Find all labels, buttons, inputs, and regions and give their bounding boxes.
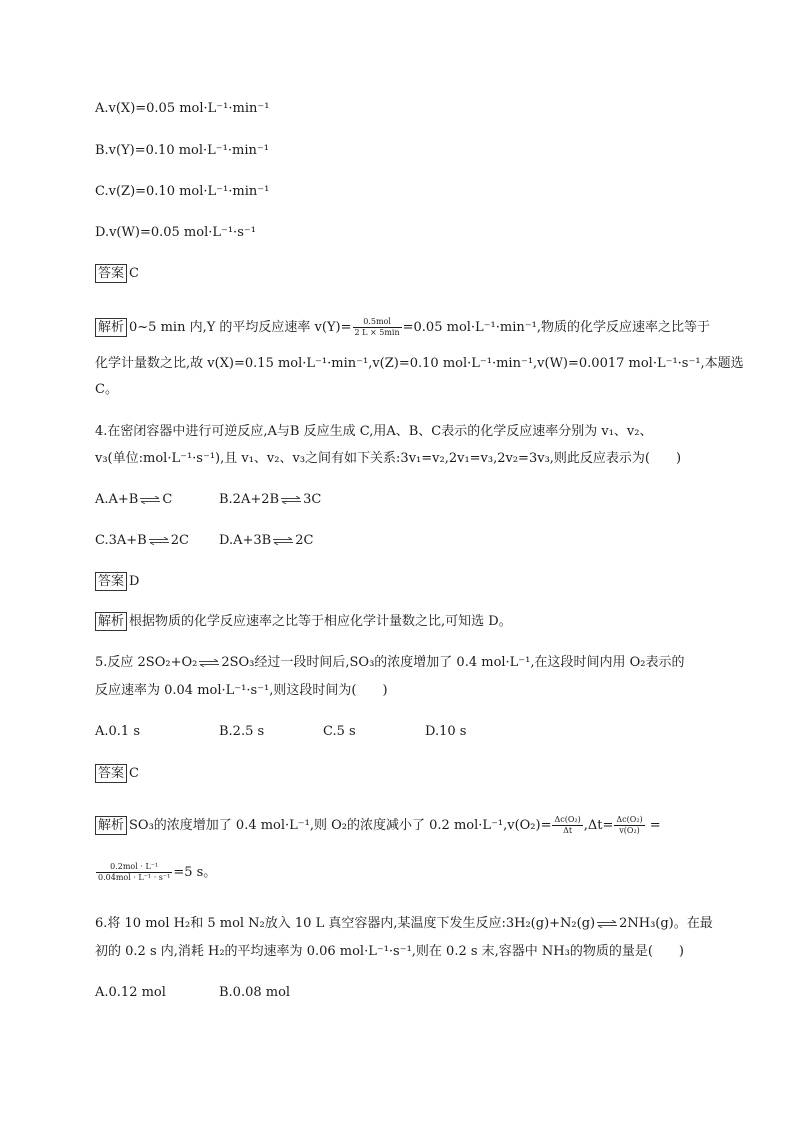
- reversible-arrow-icon: [272, 537, 294, 545]
- q4-option-c: [95, 532, 219, 550]
- q3-analysis-text-1: 0~5 min 内,Y 的平均反应速率 v(Y)=: [129, 320, 352, 335]
- q5-fraction-1: [552, 815, 582, 836]
- q5-analysis-text-4: =5 s。: [173, 865, 217, 880]
- q6-option-b: B.0.08 mol: [219, 985, 291, 1000]
- answer-tag: 答案: [95, 764, 127, 783]
- q4-analysis: [95, 612, 512, 631]
- q4-options-row-1: [95, 491, 321, 509]
- q3-option-a: A.v(X)=0.05 mol·L⁻¹·min⁻¹: [95, 101, 270, 116]
- q4-option-a-left: A.A+B: [95, 492, 139, 507]
- q3-analysis-line-3: C。: [95, 382, 118, 397]
- q4-answer: [95, 572, 139, 591]
- q5-stem-line-1: [95, 654, 685, 672]
- q5-option-b: B.2.5 s: [219, 724, 265, 739]
- q4-analysis-text: 根据物质的化学反应速率之比等于相应化学计量数之比,可知选 D。: [129, 614, 512, 629]
- q4-options-row-2: [95, 532, 313, 550]
- fraction-numerator: Δc(O₂): [616, 815, 643, 824]
- q4-stem-line-1: 4.在密闭容器中进行可逆反应,A与B 反应生成 C,用A、B、C表示的化学反应速率分别为 v₁、v₂、: [95, 424, 653, 439]
- analysis-tag: 解析: [95, 612, 127, 631]
- q3-analysis-line-1: [95, 317, 710, 338]
- q6-options-row: [95, 984, 290, 1002]
- q5-analysis-line-1: [95, 815, 661, 836]
- q6-stem-text-1: 6.将 10 mol H₂和 5 mol N₂放入 10 L 真空容器内,某温度下发生反应:3H₂(g)+N₂(g): [95, 916, 596, 931]
- q5-stem-text-1: 5.反应 2SO₂+O₂: [95, 655, 198, 670]
- reversible-arrow-icon: [139, 496, 161, 504]
- q4-option-d-left: D.A+3B: [219, 533, 272, 548]
- q3-analysis-line-2: 化学计量数之比,故 v(X)=0.15 mol·L⁻¹·min⁻¹,v(Z)=0.10 mol·L⁻¹·min⁻¹,v(W)=0.0017 mol·L⁻¹·s⁻¹,本题选: [95, 356, 744, 371]
- q5-analysis-line-2: [95, 862, 216, 883]
- fraction-numerator: Δc(O₂): [554, 815, 581, 824]
- analysis-tag: 解析: [95, 816, 127, 835]
- analysis-tag: 解析: [95, 318, 127, 337]
- reversible-arrow-icon: [280, 496, 302, 504]
- reversible-arrow-icon: [596, 920, 618, 928]
- q4-option-a: [95, 491, 219, 509]
- q6-option-a: A.0.12 mol: [95, 985, 166, 1000]
- fraction-numerator: 0.5mol: [353, 317, 402, 328]
- q5-analysis-text-2: ,Δt=: [583, 818, 614, 833]
- q6-stem-line-1: [95, 915, 713, 933]
- q4-option-c-right: 2C: [170, 533, 189, 548]
- answer-tag: 答案: [95, 264, 127, 283]
- q4-option-b-left: B.2A+2B: [219, 492, 280, 507]
- q6-stem-line-2: 初的 0.2 s 内,消耗 H₂的平均速率为 0.06 mol·L⁻¹·s⁻¹,则在 0.2 s 末,容器中 NH₃的物质的量是( ): [95, 944, 684, 959]
- reversible-arrow-icon: [148, 537, 170, 545]
- q5-fraction-3: [96, 862, 172, 883]
- fraction-denominator: 2 L × 5min: [354, 328, 400, 337]
- q6-stem-text-2: 2NH₃(g)。在最: [619, 916, 713, 931]
- q4-option-d-right: 2C: [295, 533, 314, 548]
- q4-stem-line-2: v₃(单位:mol·L⁻¹·s⁻¹),且 v₁、v₂、v₃之间有如下关系:3v₁=v₂,2v₁=v₃,2v₂=3v₃,则此反应表示为( ): [95, 451, 682, 466]
- q4-option-b-right: 3C: [303, 492, 322, 507]
- q4-option-a-right: C: [162, 492, 173, 507]
- fraction-denominator: Δt: [563, 826, 573, 835]
- q4-option-c-left: C.3A+B: [95, 533, 147, 548]
- q5-option-a: A.0.1 s: [95, 724, 140, 739]
- q5-option-c: C.5 s: [323, 724, 356, 739]
- q5-options-row: [95, 723, 466, 741]
- fraction-denominator: v(O₂): [619, 826, 640, 835]
- q3-rate-fraction: [353, 317, 402, 338]
- q4-option-d: [219, 532, 313, 550]
- q3-option-d: D.v(W)=0.05 mol·L⁻¹·s⁻¹: [95, 225, 256, 240]
- q5-answer-value: C: [129, 766, 139, 781]
- q3-option-b: B.v(Y)=0.10 mol·L⁻¹·min⁻¹: [95, 143, 269, 158]
- fraction-denominator: 0.04mol · L⁻¹ · s⁻¹: [98, 873, 171, 882]
- q4-option-b: [219, 491, 321, 509]
- answer-tag: 答案: [95, 572, 127, 591]
- q5-stem-line-2: 反应速率为 0.04 mol·L⁻¹·s⁻¹,则这段时间为( ): [95, 683, 388, 698]
- q5-option-d: D.10 s: [425, 724, 467, 739]
- q3-option-c: C.v(Z)=0.10 mol·L⁻¹·min⁻¹: [95, 184, 270, 199]
- q3-answer: [95, 264, 139, 283]
- fraction-numerator: 0.2mol · L⁻¹: [96, 862, 172, 873]
- q5-analysis-text-1: SO₃的浓度增加了 0.4 mol·L⁻¹,则 O₂的浓度减小了 0.2 mol·L⁻¹,v(O₂)=: [129, 818, 552, 833]
- reversible-arrow-icon: [198, 659, 220, 667]
- q3-analysis-text-2: =0.05 mol·L⁻¹·min⁻¹,物质的化学反应速率之比等于: [402, 320, 710, 335]
- q4-answer-value: D: [129, 574, 140, 589]
- q5-analysis-text-3: =: [645, 818, 661, 833]
- q3-answer-value: C: [129, 266, 139, 281]
- q5-stem-text-2: 2SO₃经过一段时间后,SO₃的浓度增加了 0.4 mol·L⁻¹,在这段时间内用 O₂表示的: [221, 655, 685, 670]
- q5-fraction-2: [614, 815, 644, 836]
- q5-answer: [95, 764, 139, 783]
